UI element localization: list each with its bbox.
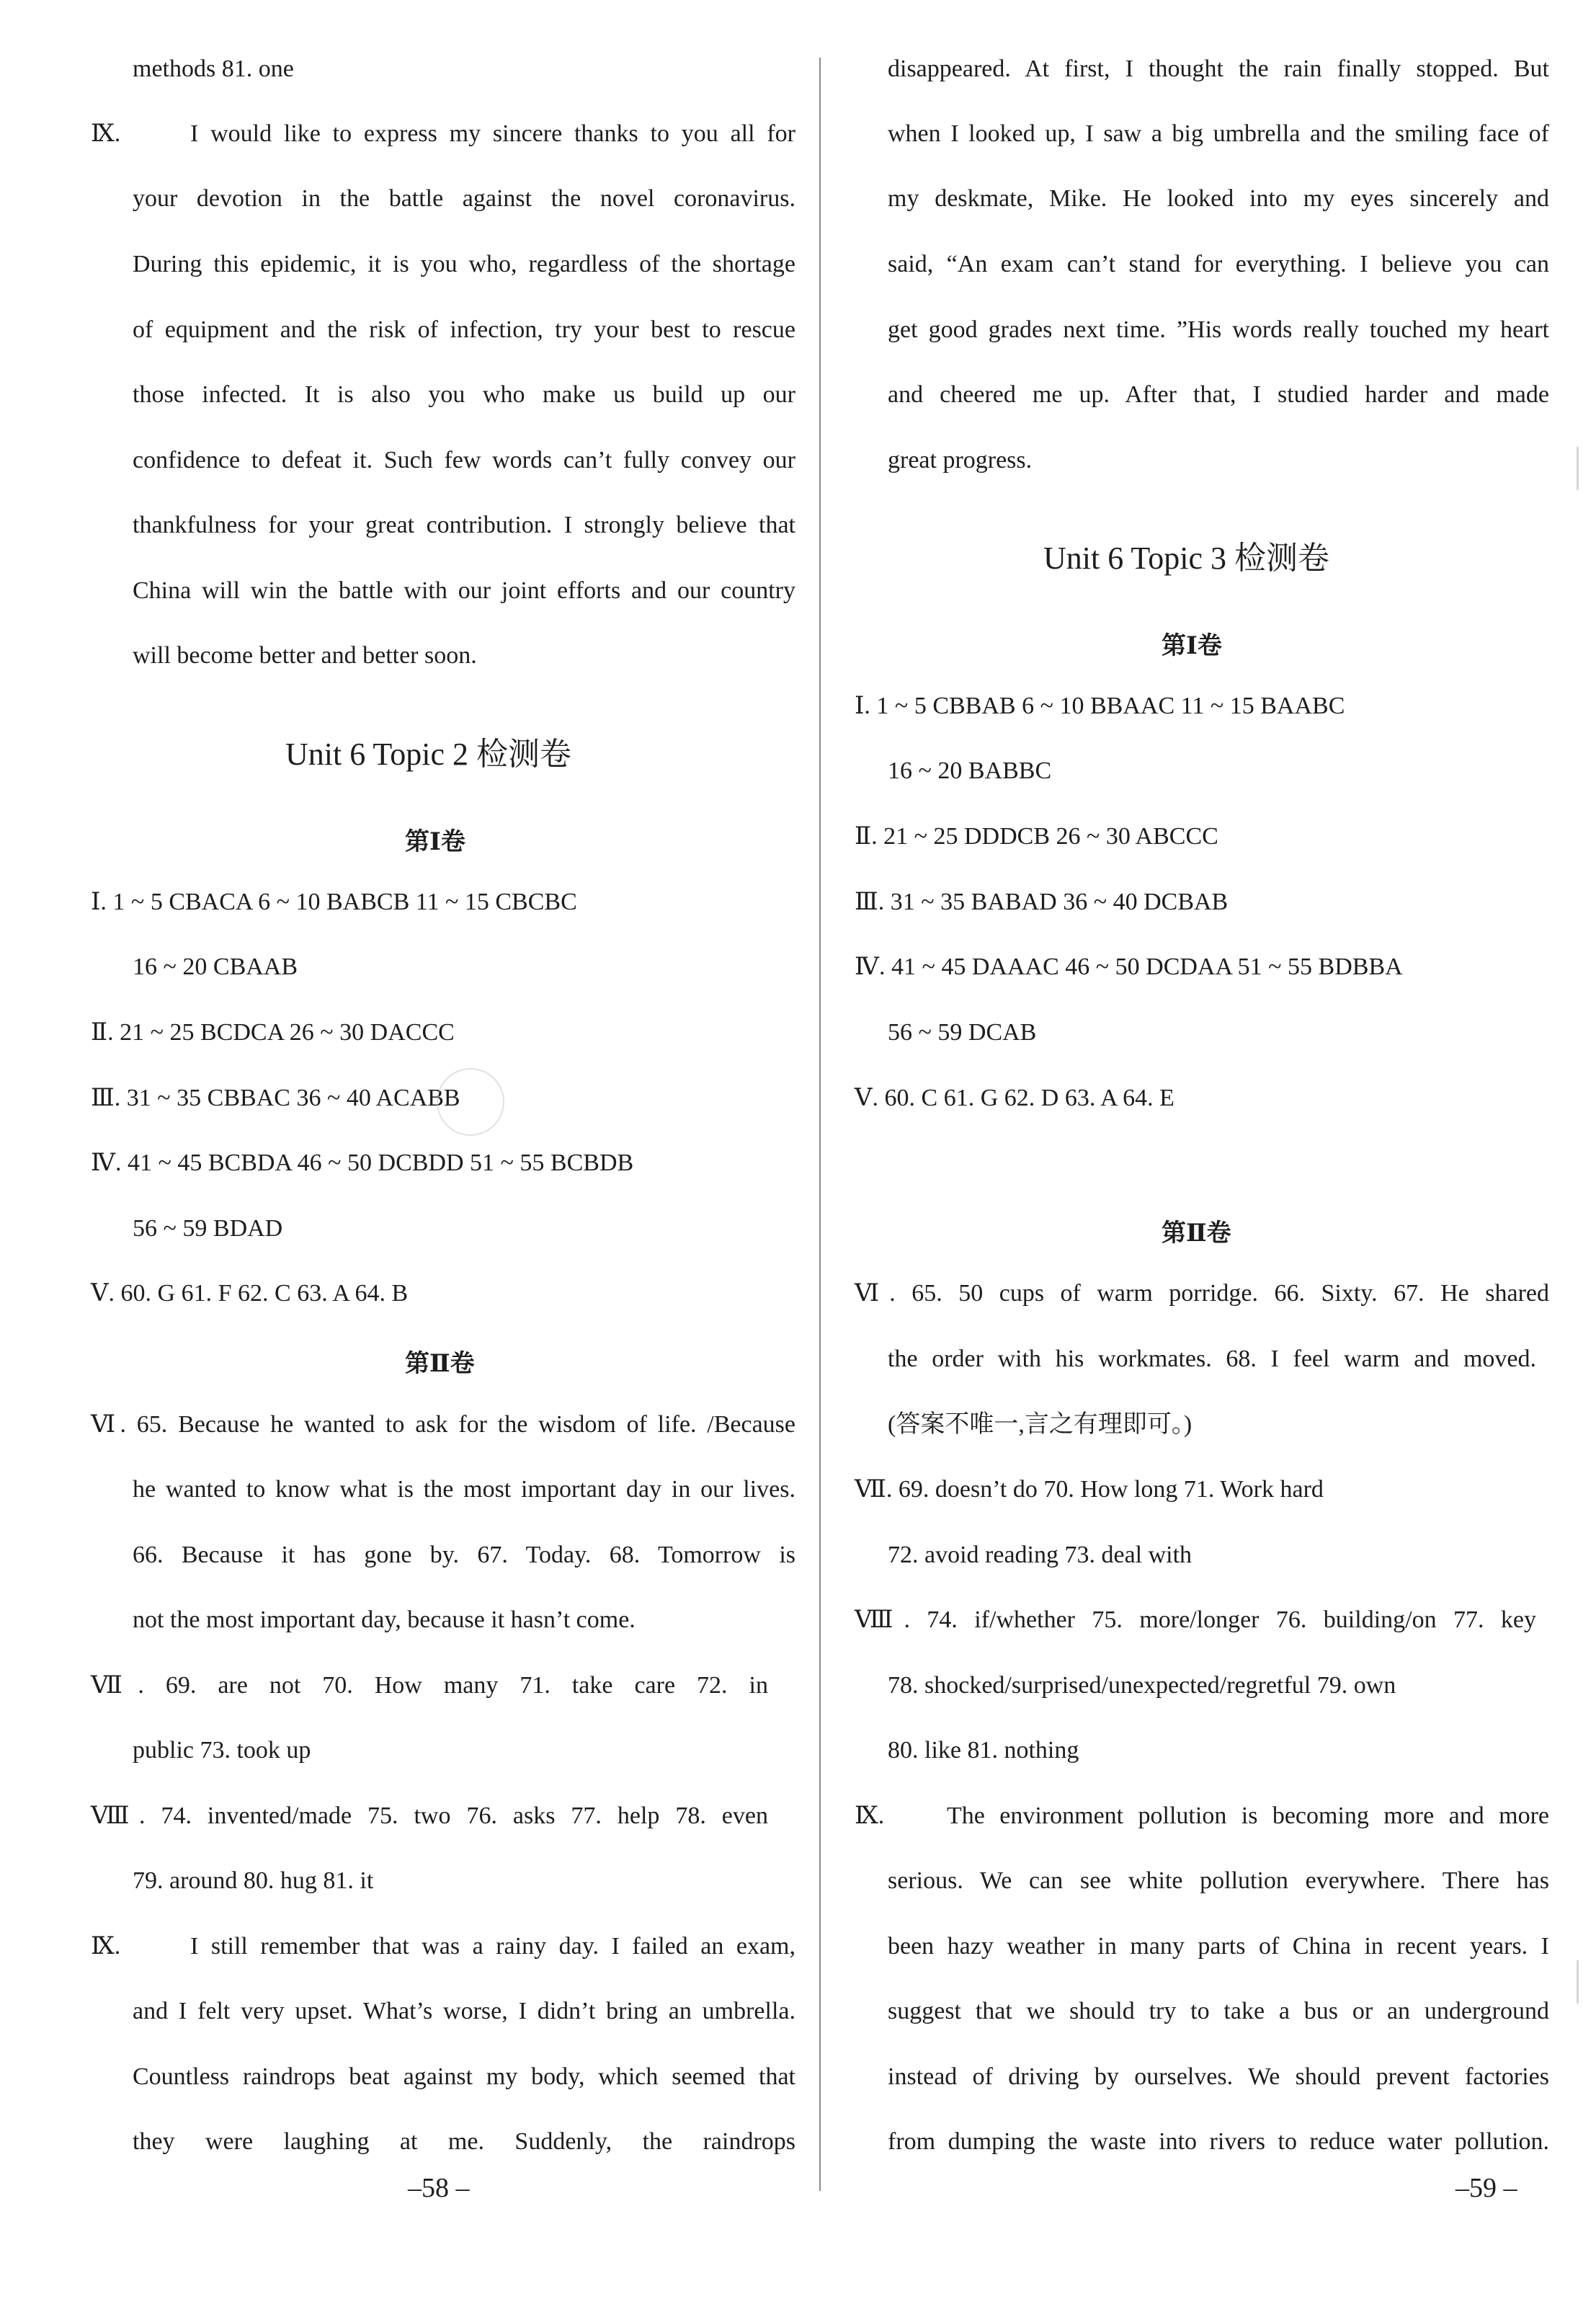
section-ix-label: Ⅸ. (91, 120, 121, 147)
paragraph-line: Countless raindrops beat against my body, which seemed that (133, 2063, 795, 2090)
answer-row: public 73. took up (133, 1737, 311, 1764)
answer-row: 56 ~ 59 DCAB (888, 1019, 1037, 1046)
answer-row: not the most important day, because it hasn’t come. (133, 1606, 636, 1633)
paragraph-line: they were laughing at me. Suddenly, the raindrops (133, 2128, 795, 2155)
part-heading: 第Ⅱ卷 (1162, 1220, 1231, 1247)
answer-row: Ⅱ. 21 ~ 25 BCDCA 26 ~ 30 DACCC (91, 1019, 455, 1046)
section-title: Unit 6 Topic 3 检测卷 (1043, 541, 1329, 576)
section-ix-label: Ⅸ. (91, 1933, 121, 1960)
answer-row: 16 ~ 20 BABBC (888, 757, 1052, 784)
paragraph-line: suggest that we should try to take a bus or an underground (888, 1998, 1549, 2024)
answer-row: Ⅵ. 65. 50 cups of warm porridge. 66. Sixty. 67. He shared (855, 1280, 1549, 1307)
part-heading: 第Ⅰ卷 (405, 829, 465, 855)
section-title: Unit 6 Topic 2 检测卷 (285, 737, 571, 772)
answer-row: Ⅵ. 65. Because he wanted to ask for the wisdom of life. /Because (91, 1411, 795, 1438)
answer-row: Ⅷ. 74. invented/made 75. two 76. asks 77. help 78. even (91, 1802, 768, 1829)
paragraph-line: confidence to defeat it. Such few words can’t fully convey our (133, 447, 795, 473)
paragraph-line: great progress. (888, 447, 1033, 473)
paragraph-line: China will win the battle with our joint efforts and our country (133, 577, 795, 604)
paragraph-line: when I looked up, I saw a big umbrella and the smiling face of (888, 120, 1549, 147)
paragraph-line: of equipment and the risk of infection, try your best to rescue (133, 316, 795, 343)
answer-row: 79. around 80. hug 81. it (133, 1867, 374, 1894)
answer-row: 72. avoid reading 73. deal with (888, 1542, 1192, 1568)
paragraph-line: and cheered me up. After that, I studied harder and made (888, 381, 1549, 408)
part-heading: 第Ⅰ卷 (1162, 633, 1222, 659)
paragraph-line: get good grades next time. ”His words really touched my heart (888, 316, 1549, 343)
answer-row: Ⅰ. 1 ~ 5 CBACA 6 ~ 10 BABCB 11 ~ 15 CBCBC (91, 889, 577, 915)
paragraph-line: from dumping the waste into rivers to reduce water pollution. (888, 2128, 1549, 2155)
paragraph-line: serious. We can see white pollution everywhere. There has (888, 1867, 1549, 1894)
watermark-stamp (437, 1068, 504, 1136)
text-line: methods 81. one (133, 55, 294, 82)
answer-row: he wanted to know what is the most important day in our lives. (133, 1476, 795, 1503)
paragraph-line: thankfulness for your great contribution. I strongly believe that (133, 512, 795, 538)
answer-row: 80. like 81. nothing (888, 1737, 1079, 1764)
paragraph-line: your devotion in the battle against the novel coronavirus. (133, 185, 795, 212)
paragraph-line: During this epidemic, it is you who, regardless of the shortage (133, 251, 795, 277)
paragraph-line: instead of driving by ourselves. We should prevent factories (888, 2063, 1549, 2090)
answer-row: Ⅲ. 31 ~ 35 BABAD 36 ~ 40 DCBAB (855, 889, 1229, 915)
paragraph-line: my deskmate, Mike. He looked into my eyes sincerely and (888, 185, 1549, 212)
paragraph-line: and I felt very upset. What’s worse, I didn’t bring an umbrella. (133, 1998, 795, 2024)
paragraph-line: The environment pollution is becoming more and more (947, 1802, 1549, 1829)
page-number: –59 – (1455, 2173, 1517, 2203)
answer-row: Ⅶ. 69. are not 70. How many 71. take care 72. in (91, 1672, 768, 1699)
answer-row: Ⅱ. 21 ~ 25 DDDCB 26 ~ 30 ABCCC (855, 823, 1218, 850)
part-heading: 第Ⅱ卷 (405, 1351, 475, 1377)
column-divider (819, 58, 821, 2191)
paragraph-line: those infected. It is also you who make us build up our (133, 381, 795, 408)
answer-row: 78. shocked/surprised/unexpected/regretful 79. own (888, 1672, 1396, 1699)
answer-row: 56 ~ 59 BDAD (133, 1215, 283, 1242)
paragraph-line: I would like to express my sincere thanks to you all for (190, 120, 795, 147)
section-ix-label: Ⅸ. (855, 1802, 885, 1829)
answer-row: 66. Because it has gone by. 67. Today. 68. Tomorrow is (133, 1542, 795, 1568)
paragraph-line: will become better and better soon. (133, 642, 477, 669)
answer-row: Ⅳ. 41 ~ 45 BCBDA 46 ~ 50 DCBDD 51 ~ 55 BCBDB (91, 1150, 634, 1176)
paragraph-line: said, “An exam can’t stand for everything. I believe you can (888, 251, 1549, 277)
answer-row: Ⅴ. 60. G 61. F 62. C 63. A 64. B (91, 1280, 409, 1307)
answer-row: Ⅰ. 1 ~ 5 CBBAB 6 ~ 10 BBAAC 11 ~ 15 BAABC (855, 693, 1345, 719)
answer-row: Ⅶ. 69. doesn’t do 70. How long 71. Work hard (855, 1476, 1324, 1503)
answer-row: Ⅲ. 31 ~ 35 CBBAC 36 ~ 40 ACABB (91, 1085, 460, 1111)
answer-row: Ⅴ. 60. C 61. G 62. D 63. A 64. E (855, 1085, 1174, 1111)
answer-row: Ⅳ. 41 ~ 45 DAAAC 46 ~ 50 DCDAA 51 ~ 55 BDBBA (855, 953, 1403, 980)
page-number: –58 – (408, 2173, 470, 2203)
answer-note: (答案不唯一,言之有理即可。) (888, 1411, 1192, 1438)
answer-row: 16 ~ 20 CBAAB (133, 953, 298, 980)
paragraph-line: I still remember that was a rainy day. I failed an exam, (190, 1933, 795, 1960)
paragraph-line: disappeared. At first, I thought the rain finally stopped. But (888, 55, 1549, 82)
paragraph-line: been hazy weather in many parts of China in recent years. I (888, 1933, 1549, 1960)
edge-mark (1577, 1960, 1579, 2004)
answer-row: Ⅷ. 74. if/whether 75. more/longer 76. building/on 77. key (855, 1606, 1536, 1633)
edge-mark (1577, 447, 1579, 490)
answer-row: the order with his workmates. 68. I feel warm and moved. (888, 1346, 1536, 1372)
